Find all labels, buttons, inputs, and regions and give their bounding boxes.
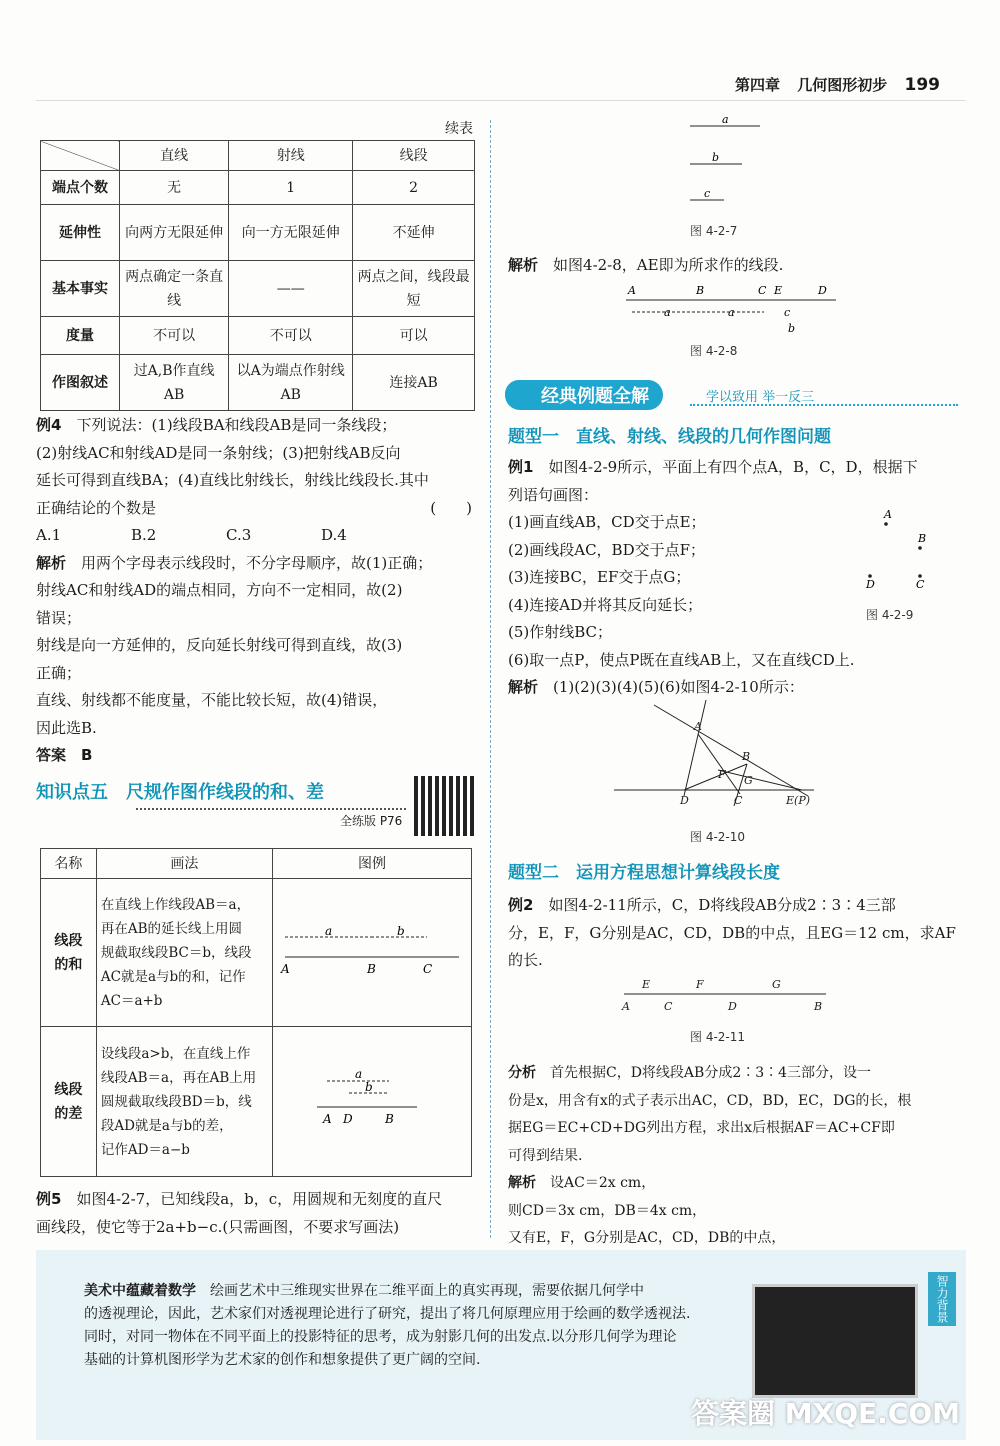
label: D	[680, 794, 689, 807]
banner-subtitle: 学以致用 举一反三	[706, 390, 815, 405]
label: E	[774, 284, 783, 297]
label: F	[696, 978, 704, 991]
example-2: 例2 如图4-2-11所示，C，D将线段AB分成2∶3∶4三部 分，E，F，G分别是AC，CD，DB的中点，且EG＝12 cm，求AF 的长.	[508, 896, 956, 969]
figure-4-2-8	[616, 282, 846, 338]
label: B	[918, 532, 927, 545]
option: B.2	[131, 526, 157, 544]
options	[36, 522, 482, 550]
label: b	[397, 923, 405, 938]
method-cell: 设线段a>b，在直线上作 线段AB＝a，再在AB上用 圆规截取线段BD＝b，线 段AD就是a与b的差， 记作AD＝a−b	[96, 1027, 272, 1177]
example-1: 例1 如图4-2-9所示，平面上有四个点A，B，C，D，根据下 列语句画图： (1)画直线AB，CD交于点E； (2)画线段AC，BD交于点F； (3)连接BC，EF交于点G； (4)连接AD并将其反向延长； (5)作射线BC； (6)取一点P，使点P既在直线AB上，又在直线CD上. 解析 (1)(2)(3)(4)(5)(6)如图4-2-10所示：	[508, 454, 964, 702]
figure-4-2-7	[680, 112, 780, 212]
analysis-label: 解析	[508, 256, 539, 274]
box-title: 美术中蕴藏着数学	[84, 1283, 196, 1299]
method-cell: 在直线上作线段AB＝a， 再在AB的延长线上用圆 规截取线段BC＝b，线段 AC就是a与b的和，记作 AC＝a+b	[96, 879, 272, 1027]
label: a	[325, 923, 333, 938]
example-4: 例4 下列说法：(1)线段BA和线段AB是同一条线段； (2)射线AC和射线AD是同一条射线；(3)把射线AB反向 延长可得到直线BA；(4)直线比射线长，射线比线段长.其中 正确结论的个数是 ( ) A.1 B.2 C.3 D.4 解析 用两个字母表示线段时，不分字母顺序，故(1)正确； 射线AC和射线AD的端点相同，方向不一定相同，故(2) 错误； 射线是向一方延伸的，反向延长射线可得到直线，故(3) 正确； 直线、射线都不能度量，不能比较长短，故(4)错误， 因此选B. 答案 B	[36, 412, 482, 770]
row-head: 端点个数	[41, 171, 120, 205]
page-header	[723, 74, 940, 95]
figure-caption: 图 4-2-9	[866, 608, 914, 622]
qr-code[interactable]	[414, 776, 474, 836]
sum-figure	[277, 919, 467, 979]
label: A	[694, 720, 702, 733]
example-label: 例1	[508, 458, 534, 476]
figure-cell	[273, 1027, 472, 1177]
page-number: 199	[904, 75, 940, 95]
analysis-label: 解析	[508, 1175, 536, 1191]
row-head: 线段的和	[41, 879, 97, 1027]
continued-label: 续表	[445, 121, 473, 137]
label: D	[818, 284, 827, 297]
dotted-rule	[136, 808, 406, 810]
label: c	[784, 306, 791, 319]
figure-caption: 图 4-2-7	[690, 224, 738, 238]
table-header: 图例	[273, 849, 472, 879]
list-item: (5)作射线BC；	[508, 623, 613, 641]
background-text: 美术中蕴藏着数学 绘画艺术中三维现实世界在二维平面上的真实再现，需要依据几何学中 的透视理论，因此，艺术家们对透视理论进行了研究，提出了将几何原理应用于绘画的数学透视法. 同时，对同一物体在不同平面上的投影特征的思考，成为射影几何的出发点.以分形几何学为理论 基础的计算机图形学为艺术家的创作和想象提供了更广阔的空间.	[84, 1283, 691, 1368]
label: A	[884, 508, 892, 521]
row-head: 延伸性	[41, 205, 120, 261]
column-divider	[490, 120, 491, 1238]
analysis-5: 解析 如图4-2-8，AE即为所求作的线段.	[508, 256, 784, 274]
table-cell: 以A为端点作射线AB	[229, 355, 353, 411]
label: G	[744, 774, 753, 787]
section-title: 几何图形初步	[797, 76, 888, 94]
line-comparison-table	[40, 140, 475, 411]
chapter-title: 第四章	[735, 76, 781, 94]
point-a	[884, 522, 888, 526]
list-item: (1)画直线AB，CD交于点E；	[508, 513, 706, 531]
label: D	[728, 1000, 737, 1013]
answer-blank: ( )	[430, 498, 472, 517]
row-head: 基本事实	[41, 261, 120, 317]
answer-label: 答案	[36, 746, 67, 764]
line-ab	[654, 705, 808, 796]
table-header: 画法	[96, 849, 272, 879]
option: D.4	[321, 526, 347, 544]
example-label: 例4	[36, 416, 62, 434]
figure-4-2-9	[850, 506, 950, 602]
figure-cell	[273, 879, 472, 1027]
label: C	[664, 1000, 673, 1013]
figure-caption: 图 4-2-10	[690, 830, 746, 844]
label: A	[323, 1111, 332, 1126]
label: D	[866, 578, 875, 591]
table-header: 线段	[353, 141, 475, 171]
label: F	[718, 768, 726, 781]
section-banner: 经典例题全解	[505, 380, 663, 410]
knowledge-point-title: 知识点五 尺规作图作线段的和、差	[36, 782, 324, 803]
table-cell: 连接AB	[353, 355, 475, 411]
label: C	[734, 794, 743, 807]
table-header: 直线	[120, 141, 229, 171]
analysis-label: 解析	[36, 553, 67, 572]
table-cell: 无	[120, 171, 229, 205]
list-item: (4)连接AD并将其反向延长；	[508, 595, 703, 614]
label: b	[788, 322, 796, 335]
label: E	[642, 978, 651, 991]
table-cell: 不可以	[120, 317, 229, 355]
table-header: 名称	[41, 849, 97, 879]
list-item: (3)连接BC，EF交于点G；	[508, 568, 691, 586]
type-2-title: 题型二 运用方程思想计算线段长度	[508, 863, 780, 883]
ray-ad	[684, 700, 706, 796]
row-head: 度量	[41, 317, 120, 355]
row-head: 线段的差	[41, 1027, 97, 1177]
table-cell: 两点确定一条直线	[120, 261, 229, 317]
label: A	[628, 284, 636, 297]
table-cell: 可以	[353, 317, 475, 355]
label: A	[622, 1000, 630, 1013]
table-cell: 不延伸	[353, 205, 475, 261]
table-header: 射线	[229, 141, 353, 171]
list-item: (2)画线段AC，BD交于点F；	[508, 540, 706, 559]
label: B	[367, 961, 376, 976]
background-tag: 智力背景	[928, 1272, 956, 1326]
example-label: 例2	[508, 896, 534, 914]
option: C.3	[226, 526, 252, 544]
practice-ref: 全练版 P76	[340, 814, 403, 828]
table-cell: 两点之间，线段最短	[353, 261, 475, 317]
list-item: (6)取一点P，使点P既在直线AB上，又在直线CD上.	[508, 650, 855, 669]
example-2-analysis: 分析 首先根据C，D将线段AB分成2∶3∶4三部分，设一 份是x，用含有x的式子表示出AC，CD，BD，EC，DG的长，根 据EG＝EC+CD+DG列出方程，求出x后根据AF＝AC+CF即 可得到结果. 解析 设AC＝2x cm， 则CD＝3x cm，DB＝4x cm， 又有E，F，G分别是AC，CD，DB的中点，	[508, 1065, 912, 1246]
label: C	[916, 578, 925, 591]
table-corner	[41, 141, 120, 171]
watermark: 答案圈 MXQE.COM	[691, 1397, 960, 1430]
label: B	[814, 1000, 823, 1013]
example-5: 例5 如图4-2-7，已知线段a，b，c，用圆规和无刻度的直尺 画线段，使它等于2a+b−c.(只需画图，不要求写画法)	[36, 1190, 443, 1236]
row-head: 作图叙述	[41, 355, 120, 411]
figure-4-2-11	[616, 974, 836, 1018]
table-cell: ——	[229, 261, 353, 317]
fenxi-label: 分析	[508, 1065, 536, 1081]
label: b	[365, 1079, 373, 1094]
table-cell: 2	[353, 171, 475, 205]
answer-value: B	[81, 746, 93, 764]
banner-rule	[690, 404, 958, 406]
point-b	[918, 546, 922, 550]
table-cell: 1	[229, 171, 353, 205]
analysis-label: 解析	[508, 678, 539, 696]
example-label: 例5	[36, 1190, 62, 1208]
label: a	[722, 113, 729, 126]
difference-figure	[277, 1063, 467, 1133]
label: c	[704, 187, 711, 200]
label: B	[385, 1111, 394, 1126]
figure-caption: 图 4-2-11	[690, 1030, 746, 1044]
label: C	[758, 284, 767, 297]
seg-bd	[684, 764, 747, 790]
table-cell: 不可以	[229, 317, 353, 355]
figure-caption: 图 4-2-8	[690, 344, 738, 358]
label: E(P)	[786, 794, 811, 807]
label: B	[742, 750, 751, 763]
construction-table	[40, 848, 472, 1177]
label: B	[696, 284, 705, 297]
label: a	[664, 306, 671, 319]
figure-4-2-10	[614, 700, 844, 810]
table-cell: 过A,B作直线AB	[120, 355, 229, 411]
type-1-title: 题型一 直线、射线、线段的几何作图问题	[508, 427, 831, 447]
label: a	[355, 1066, 363, 1081]
fractal-image	[752, 1284, 918, 1398]
table-cell: 向两方无限延伸	[120, 205, 229, 261]
header-rule	[36, 100, 966, 101]
label: a	[728, 306, 735, 319]
option: A.1	[36, 526, 62, 544]
table-cell: 向一方无限延伸	[229, 205, 353, 261]
label: C	[423, 961, 433, 976]
label: D	[343, 1111, 353, 1126]
label: G	[772, 978, 781, 991]
label: A	[281, 961, 290, 976]
label: b	[712, 151, 720, 164]
